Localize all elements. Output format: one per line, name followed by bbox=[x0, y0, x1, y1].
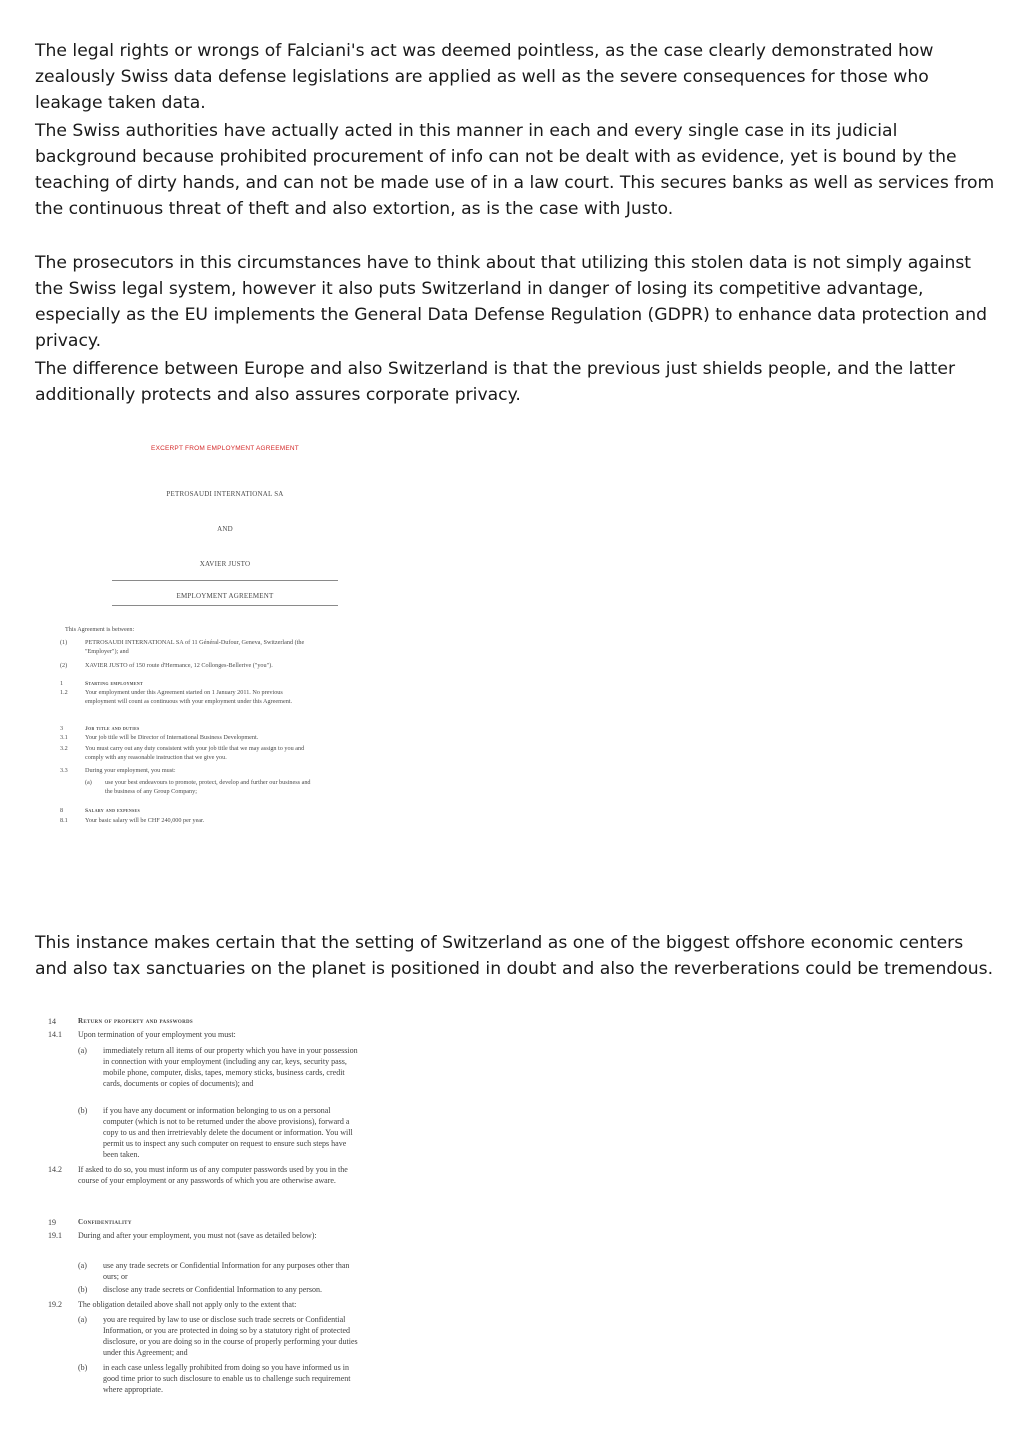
divider-line bbox=[112, 605, 338, 606]
article-paragraph-1: The legal rights or wrongs of Falciani's act was deemed pointless, as the case clearly demonstrated how zealously Swiss data defense legislations are applied as well as the severe consequences for those who leakage taken data. bbox=[35, 41, 934, 113]
article-paragraph-3: The prosecutors in this circumstances have to think about that utilizing this stolen data is not simply against the Swiss legal system, however it also puts Switzerland in danger of losing its competitive advantage, especially as the EU implements the General Data Defense Regulation (GDPR) to enhance data protection and privacy. bbox=[35, 253, 988, 351]
article-paragraph-2: The Swiss authorities have actually acted in this manner in each and every single case in its judicial background because prohibited procurement of info can not be dealt with as evidence, yet is bound by the teaching of dirty hands, and can not be made use of in a law court. This secures banks as well as services from the continuous threat of theft and also extortion, as is the case with Justo. bbox=[35, 121, 995, 219]
employment-agreement-excerpt-image: EXCERPT FROM EMPLOYMENT AGREEMENT PETROSAUDI INTERNATIONAL SA AND XAVIER JUSTO EMPLOYMENT AGREEMENT This Agreement is between: (1) PETROSAUDI INTERNATIONAL SA of 11 Général-Dufour, Geneva, Switzerland (the "Employer"); and (2) XAVIER JUSTO of 150 route d'Hermance, 12 Collonges-Bellerive ("you"). 1 Starting employment 1.2 Your employment under this Agreement started on 1 January 2011. No previous employment will count as continuous with your employment under this Agreement. 3 Job title and duties 3.1 Your job title will be Director of International Business Development. 3.2 You must carry out any duty consistent with your job title that we may assign to you and comply with any reasonable instruction that we give you. 3.3 During your employment, you must: (a) use your best endeavours to promote, protect, develop and further our business and the business of any Group Company; 8 Salary and expenses 8.1 Your basic salary will be CHF 240,000 per year. bbox=[60, 440, 330, 840]
party-and: AND bbox=[217, 525, 233, 533]
party-employee: XAVIER JUSTO bbox=[199, 560, 251, 568]
confidentiality-clause-image: 14 Return of property and passwords 14.1 Upon termination of your employment you must: (a) immediately return all items of our property which you have in your possession in connection with your employment (including any car, keys, security pass, mobile phone, computer, disks, tapes, memory sticks, business cards, credit cards, documents or copies of documents); and (b) if you have any document or information belonging to us on a personal computer (which is not to be returned under the above provisions), forward a copy to us and then irretrievably delete the document or information. You will permit us to inspect any such computer on request to ensure such steps have been taken. 14.2 If asked to do so, you must inform us of any computer passwords used by you in the course of your employment or any passwords of which you are otherwise aware. 19 Confidentiality 19.1 During and after your employment, you must not (save as detailed below): (a) use any trade secrets or Confidential Information for any purposes other than ours; or (b) disclose any trade secrets or Confidential Information to any person. 19.2 The obligation detailed above shall not apply only to the extent that: (a) you are required by law to use or disclose such trade secrets or Confidential Information, or you are protected in doing so by a statutory right of protected disclosure, or you are doing so in the course of properly performing your duties under this Agreement; and (b) in each case unless legally prohibited from doing so you have informed us in good time prior to such disclosure to enable us to challenge such requirement where appropriate. bbox=[48, 1017, 358, 1394]
party-employer: PETROSAUDI INTERNATIONAL SA bbox=[166, 490, 284, 498]
divider-line bbox=[112, 580, 338, 581]
excerpt-label: EXCERPT FROM EMPLOYMENT AGREEMENT bbox=[151, 445, 299, 452]
document-title: EMPLOYMENT AGREEMENT bbox=[176, 592, 274, 600]
article-paragraph-5: This instance makes certain that the setting of Switzerland as one of the biggest offshore economic centers and also tax sanctuaries on the planet is positioned in doubt and also the reverberations could be tremendous. bbox=[35, 933, 994, 979]
article-paragraph-4: The difference between Europe and also Switzerland is that the previous just shields people, and the latter additionally protects and also assures corporate privacy. bbox=[35, 359, 956, 405]
